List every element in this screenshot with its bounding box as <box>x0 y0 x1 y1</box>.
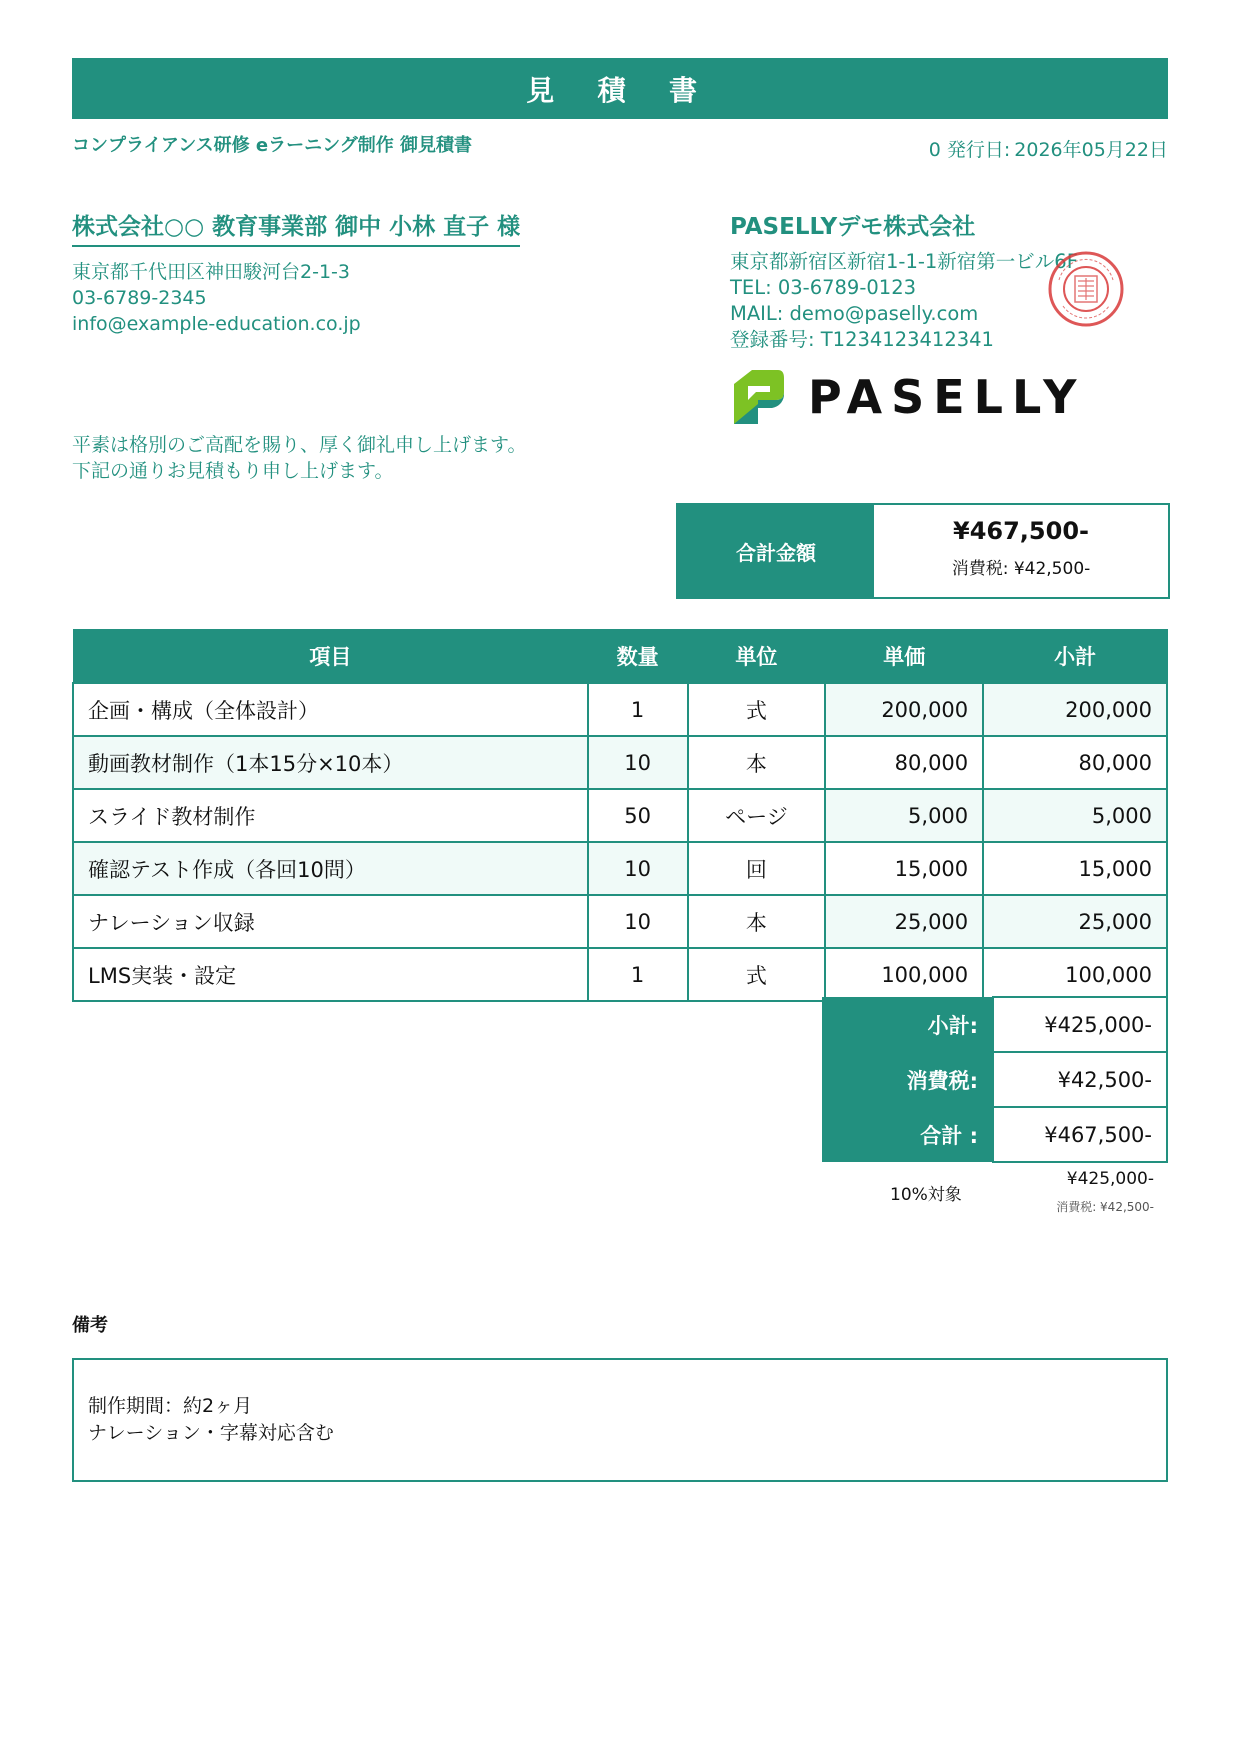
client-email: info@example-education.co.jp <box>72 313 361 335</box>
item-unit-price: 80,000 <box>825 736 983 789</box>
issue-date-label: 発行日: <box>946 139 1011 161</box>
item-quantity: 10 <box>588 895 688 948</box>
item-unit: 回 <box>688 842 826 895</box>
header-item: 項目 <box>73 630 588 684</box>
item-unit-price: 200,000 <box>825 683 983 736</box>
table-row <box>73 736 1167 789</box>
company-address: 東京都新宿区新宿1-1-1新宿第一ビル6F <box>730 250 1078 273</box>
client-address: 東京都千代田区神田駿河台2-1-3 <box>72 261 350 283</box>
item-quantity: 1 <box>588 683 688 736</box>
summary-subtotal-label: 小計: <box>822 997 993 1052</box>
client-block <box>72 208 672 337</box>
summary-subtotal-row <box>822 997 1167 1052</box>
table-row <box>73 683 1167 736</box>
company-tel: TEL: 03-6789-0123 <box>730 276 917 299</box>
grand-total-label: 合計金額 <box>678 505 874 597</box>
item-unit: 式 <box>688 683 826 736</box>
document-title: 見 積 書 <box>72 58 1168 119</box>
item-subtotal: 5,000 <box>983 789 1167 842</box>
tax-rate-tax: 消費税: ¥42,500- <box>1056 1200 1154 1214</box>
company-name: PASELLYデモ株式会社 <box>730 214 976 240</box>
company-logo <box>730 366 1085 428</box>
header-quantity: 数量 <box>588 630 688 684</box>
company-seal-icon <box>1047 250 1125 328</box>
item-subtotal: 15,000 <box>983 842 1167 895</box>
item-unit: ページ <box>688 789 826 842</box>
grand-total-amount: ¥467,500- <box>953 517 1089 545</box>
summary-total-value: ¥467,500- <box>993 1107 1167 1162</box>
item-quantity: 50 <box>588 789 688 842</box>
item-subtotal: 100,000 <box>983 948 1167 1001</box>
greeting-line-1: 平素は格別のご高配を賜り、厚く御礼申し上げます。 <box>72 434 527 456</box>
summary-tax-label: 消費税: <box>822 1052 993 1107</box>
issue-date: 2026年05月22日 <box>1014 139 1168 161</box>
table-row <box>73 789 1167 842</box>
remarks-title: 備考 <box>72 1315 108 1336</box>
company-mail: MAIL: demo@paselly.com <box>730 302 979 325</box>
client-contact <box>72 259 672 337</box>
table-header-row <box>73 630 1167 684</box>
issue-info <box>923 135 1168 162</box>
paselly-logo-icon <box>730 366 786 428</box>
item-subtotal: 200,000 <box>983 683 1167 736</box>
item-name: 企画・構成（全体設計） <box>73 683 588 736</box>
logo-wordmark: PASELLY <box>808 370 1086 424</box>
issue-number: 0 <box>928 139 941 161</box>
header-subtotal: 小計 <box>983 630 1167 684</box>
item-subtotal: 80,000 <box>983 736 1167 789</box>
client-tel: 03-6789-2345 <box>72 287 207 309</box>
item-unit-price: 25,000 <box>825 895 983 948</box>
remarks-box <box>72 1358 1168 1482</box>
table-row <box>73 895 1167 948</box>
greeting <box>72 432 526 484</box>
estimate-subject: コンプライアンス研修 eラーニング制作 御見積書 <box>72 135 473 156</box>
summary-tax-row <box>822 1052 1167 1107</box>
item-name: LMS実装・設定 <box>73 948 588 1001</box>
remarks-line-2: ナレーション・字幕対応含む <box>88 1422 334 1444</box>
header-unit-price: 単価 <box>825 630 983 684</box>
summary-tax-value: ¥42,500- <box>993 1052 1167 1107</box>
item-subtotal: 25,000 <box>983 895 1167 948</box>
remarks-line-1: 制作期間：約2ヶ月 <box>88 1395 253 1417</box>
tax-rate-label: 10%対象 <box>890 1185 962 1205</box>
summary-subtotal-value: ¥425,000- <box>993 997 1167 1052</box>
item-unit: 本 <box>688 895 826 948</box>
greeting-line-2: 下記の通りお見積もり申し上げます。 <box>72 460 394 482</box>
company-registration: 登録番号: T1234123412341 <box>730 328 994 351</box>
item-quantity: 10 <box>588 842 688 895</box>
grand-total-box <box>676 503 1170 599</box>
item-unit-price: 15,000 <box>825 842 983 895</box>
item-quantity: 1 <box>588 948 688 1001</box>
client-name: 株式会社○○ 教育事業部 御中 小林 直子 様 <box>72 208 520 247</box>
table-row <box>73 948 1167 1001</box>
grand-total-tax: 消費税: ¥42,500- <box>951 559 1091 579</box>
item-name: 確認テスト作成（各回10問） <box>73 842 588 895</box>
item-quantity: 10 <box>588 736 688 789</box>
item-unit-price: 100,000 <box>825 948 983 1001</box>
item-unit-price: 5,000 <box>825 789 983 842</box>
item-unit: 本 <box>688 736 826 789</box>
header-unit: 単位 <box>688 630 826 684</box>
tax-rate-amount: ¥425,000- <box>1066 1169 1154 1189</box>
table-row <box>73 842 1167 895</box>
line-items-table <box>72 629 1168 1002</box>
summary-total-row <box>822 1107 1167 1162</box>
summary-table <box>822 996 1168 1163</box>
summary-total-label: 合計 : <box>822 1107 993 1162</box>
item-name: ナレーション収録 <box>73 895 588 948</box>
item-name: 動画教材制作（1本15分×10本） <box>73 736 588 789</box>
item-unit: 式 <box>688 948 826 1001</box>
item-name: スライド教材制作 <box>73 789 588 842</box>
grand-total-values <box>874 505 1168 597</box>
